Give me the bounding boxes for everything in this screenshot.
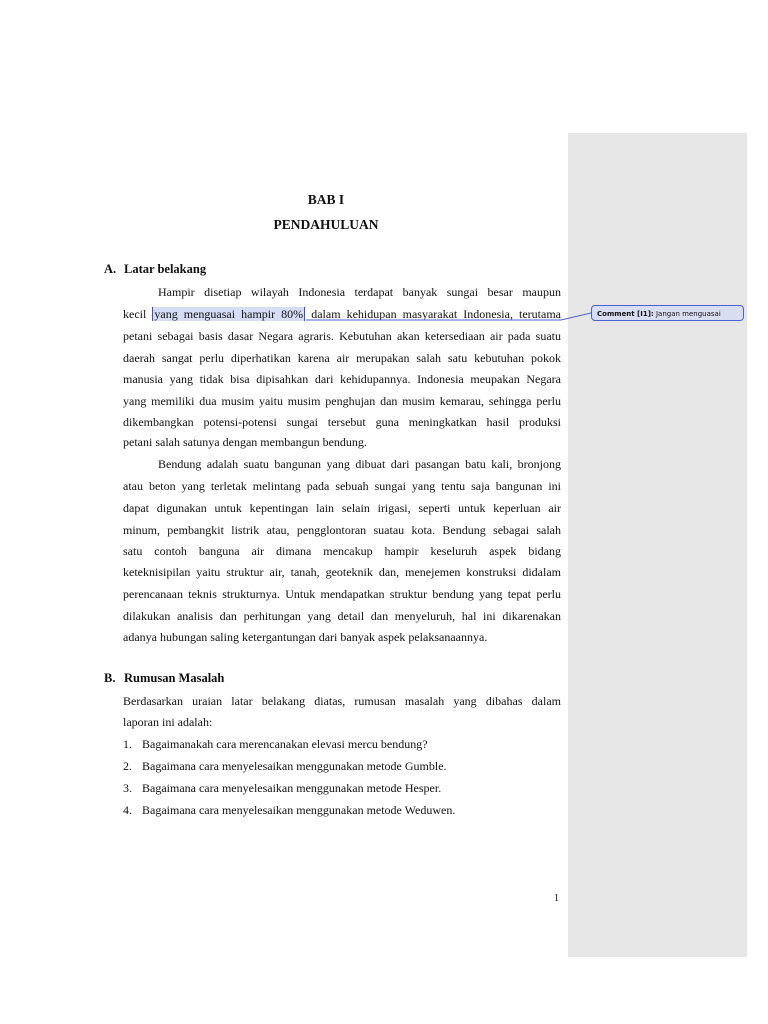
paragraph-line: yang memiliki dua musim yaitu musim penghujan dan musim kemarau, sehingga perlu	[123, 394, 561, 408]
list-item-number: 1.	[123, 737, 132, 751]
paragraph-line: minum, pembangkit listrik atau, pengglontoran suatau kota. Bendung sebagai salah	[123, 523, 561, 537]
paragraph-line: Bendung adalah suatu bangunan yang dibuat dari pasangan batu kali, bronjong	[158, 457, 561, 471]
list-item-number: 4.	[123, 803, 132, 817]
comment-balloon[interactable]	[591, 305, 744, 321]
list-item	[123, 755, 447, 777]
list-item-text: Bagaimana cara menyelesaikan menggunakan metode Hesper.	[142, 781, 442, 795]
section-a-title: Latar belakang	[124, 262, 207, 276]
list-item	[123, 733, 428, 755]
commented-text-highlight[interactable]: yang menguasai hampir 80%	[154, 307, 304, 321]
section-a-letter: A.	[104, 262, 117, 276]
markup-pane	[568, 133, 747, 957]
paragraph-line: satu contoh banguna air dimana mencakup hampir keseluruh aspek bidang	[123, 544, 561, 558]
comment-text: Jangan menguasai	[653, 310, 721, 318]
list-item-text: Bagaimana cara menyelesaikan menggunakan metode Gumble.	[142, 759, 447, 773]
page-number: 1	[554, 893, 559, 904]
paragraph-line: perencanaan teknis strukturnya. Untuk mendapatkan struktur bendung yang tepat perlu	[123, 587, 561, 601]
paragraph-line: manusia yang tidak bisa dipisahkan dari kehidupannya. Indonesia meupakan Negara	[123, 372, 561, 386]
comment-author: Comment [I1]:	[597, 310, 654, 318]
paragraph-line: atau beton yang terletak melintang pada sebuah sungai yang tentu saja bangunan ini	[123, 479, 561, 493]
list-item-text: Bagaimanakah cara merencanakan elevasi mercu bendung?	[142, 737, 428, 751]
section-b-heading	[104, 671, 224, 686]
paragraph-line: dikembangkan potensi-potensi sungai tersebut guna meningkatkan hasil produksi	[123, 415, 561, 429]
section-a-heading	[104, 262, 206, 277]
chapter-title: PENDAHULUAN	[273, 217, 379, 232]
list-item-number: 3.	[123, 781, 132, 795]
paragraph-line: Hampir disetiap wilayah Indonesia terdapat banyak sungai besar maupun	[158, 285, 561, 299]
list-item	[123, 777, 441, 799]
list-item-number: 2.	[123, 759, 132, 773]
paragraph-line: keteknisipilan yaitu struktur air, tanah, geoteknik dan, menejemen konstruksi didalam	[123, 565, 561, 579]
paragraph-line: laporan ini adalah:	[123, 715, 213, 729]
paragraph-line: Berdasarkan uraian latar belakang diatas, rumusan masalah yang dibahas dalam	[123, 694, 561, 708]
paragraph-line: petani salah satunya dengan membangun bendung.	[123, 435, 367, 449]
text-run: dalam kehidupan masyarakat Indonesia, terutama	[305, 307, 561, 321]
section-b-title: Rumusan Masalah	[124, 671, 225, 685]
paragraph-line: dapat digunakan untuk kepentingan lain selain irigasi, seperti untuk keperluan air	[123, 501, 561, 515]
list-item	[123, 799, 455, 821]
paragraph-line: daerah sangat perlu diperhatikan karena air merupakan salah satu kebutuhan pokok	[123, 351, 561, 365]
paragraph-line-commented[interactable]	[123, 303, 561, 325]
paragraph-line: dilakukan analisis dan perhitungan yang detail dan menyeluruh, hal ini dikarenakan	[123, 609, 561, 623]
list-item-text: Bagaimana cara menyelesaikan menggunakan metode Weduwen.	[142, 803, 456, 817]
text-run: kecil	[123, 307, 153, 321]
paragraph-line: adanya hubungan saling ketergantungan dari banyak aspek pelaksanaannya.	[123, 630, 488, 644]
chapter-label: BAB I	[307, 192, 345, 207]
paragraph-line: petani sebagai basis dasar Negara agraris. Kebutuhan akan ketersediaan air pada suatu	[123, 329, 561, 343]
section-b-letter: B.	[104, 671, 116, 685]
